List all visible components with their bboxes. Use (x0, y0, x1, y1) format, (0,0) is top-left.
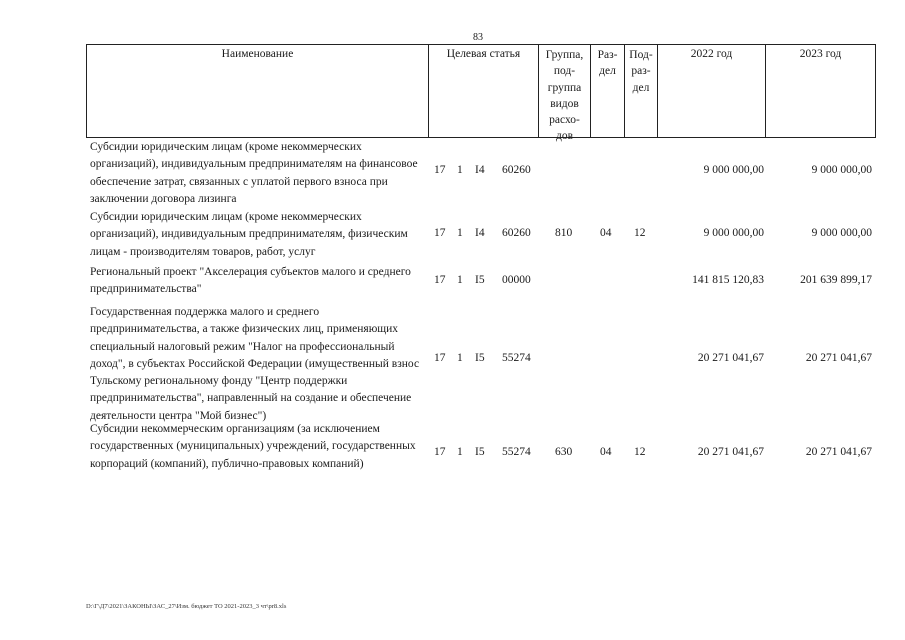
code-program: 17 (434, 227, 446, 239)
header-year-2023: 2023 год (799, 48, 842, 60)
amount-2023: 20 271 041,67 (805, 446, 872, 458)
header-subsection: Под- раз- дел (629, 49, 653, 94)
code-direction: 60260 (502, 164, 531, 176)
row-name: Субсидии юридическим лицам (кроме некоммерческих организаций), индивидуальным предпринимателям на финансовое обеспечение затрат, связанных с уплатой первого взноса при заключении договора лизинга (90, 141, 418, 205)
header-year-2022: 2022 год (690, 48, 733, 60)
code-project: I5 (475, 446, 485, 458)
code-program: 17 (434, 446, 446, 458)
file-path-footer: D:\Г\Д7\2021\ЗАКОНЫ\ЗАС_27\Изм. бюджет ТО 2021-2023_3 чт\pr8.xls (86, 603, 287, 610)
header-2023-cell (765, 44, 876, 138)
row-name: Государственная поддержка малого и среднего предпринимательства, а также физических лиц, применяющих специальный налоговый режим "Налог на профессиональный доход", в субъектах Российской Федерации (имущественный взнос Тульскому региональному фонду "Центр поддержки предпринимательства", направленный на создание и обеспечение деятельности центра "Мой бизнес") (90, 306, 420, 422)
row-name: Региональный проект "Акселерация субъектов малого и среднего предпринимательства" (90, 266, 411, 296)
header-section: Раз- дел (597, 49, 618, 78)
row-name: Субсидии некоммерческим организациям (за исключением государственных (муниципальных) учреждений, государственных корпораций (компаний), публично-правовых компаний) (90, 423, 416, 470)
amount-2022: 20 271 041,67 (697, 352, 764, 364)
code-project: I5 (475, 274, 485, 286)
code-direction: 55274 (502, 352, 531, 364)
code-subprogram: 1 (457, 352, 463, 364)
amount-2023: 20 271 041,67 (805, 352, 872, 364)
header-subsection-cell (624, 44, 658, 138)
code-subsection: 12 (634, 446, 646, 458)
page-number: 83 (473, 32, 483, 43)
amount-2022: 9 000 000,00 (703, 227, 764, 239)
code-group: 810 (555, 227, 573, 239)
code-program: 17 (434, 274, 446, 286)
code-direction: 60260 (502, 227, 531, 239)
code-subprogram: 1 (457, 274, 463, 286)
code-program: 17 (434, 164, 446, 176)
code-section: 04 (600, 446, 612, 458)
amount-2022: 20 271 041,67 (697, 446, 764, 458)
code-project: I4 (475, 227, 485, 239)
header-group-cell (538, 44, 591, 143)
header-section-cell (590, 44, 625, 138)
amount-2023: 9 000 000,00 (811, 227, 872, 239)
header-2022-cell (657, 44, 766, 138)
header-name-cell (86, 44, 429, 138)
row-name: Субсидии юридическим лицам (кроме некоммерческих организаций), индивидуальным предпринимателям, физическим лицам - производителям товаров, работ, услуг (90, 211, 408, 258)
code-subprogram: 1 (457, 164, 463, 176)
header-group: Группа, под- группа видов расхо- дов (545, 49, 584, 143)
code-subprogram: 1 (457, 227, 463, 239)
code-subprogram: 1 (457, 446, 463, 458)
code-direction: 00000 (502, 274, 531, 286)
amount-2022: 141 815 120,83 (692, 274, 764, 286)
code-subsection: 12 (634, 227, 646, 239)
code-project: I5 (475, 352, 485, 364)
amount-2023: 9 000 000,00 (811, 164, 872, 176)
header-name: Наименование (221, 48, 294, 60)
code-project: I4 (475, 164, 485, 176)
code-direction: 55274 (502, 446, 531, 458)
code-section: 04 (600, 227, 612, 239)
header-target-cell (428, 44, 539, 138)
code-program: 17 (434, 352, 446, 364)
code-group: 630 (555, 446, 573, 458)
amount-2022: 9 000 000,00 (703, 164, 764, 176)
amount-2023: 201 639 899,17 (800, 274, 872, 286)
header-target-article: Целевая статья (446, 48, 521, 60)
